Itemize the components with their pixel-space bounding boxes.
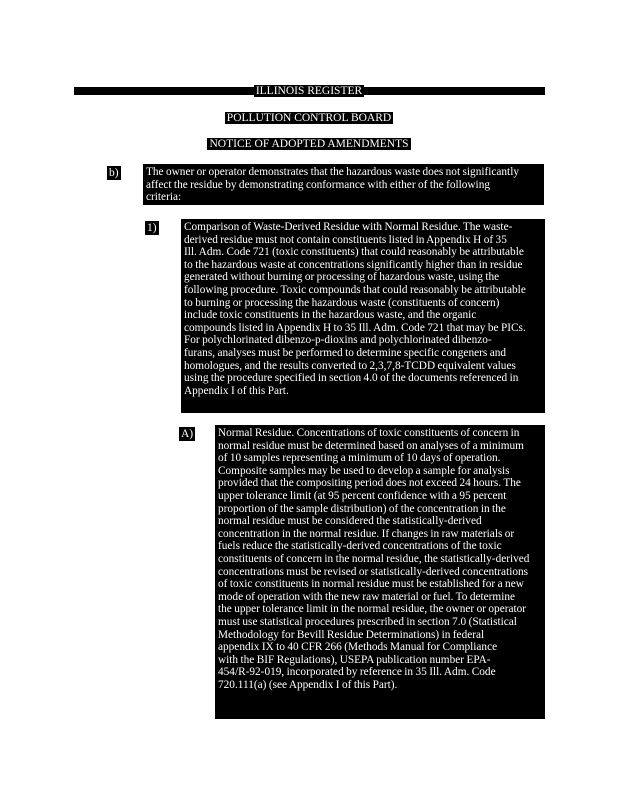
text-line: Composite samples may be used to develop a sample for analysis [218,464,510,477]
text-line: upper tolerance limit (at 95 percent confidence with a 95 percent [218,489,507,502]
text-line: Methodology for Bevill Residue Determinations) in federal [218,628,485,641]
item-1-text [181,219,545,413]
text-line: of 10 samples representing a minimum of 10 days of operation. [218,452,501,465]
notice-title: NOTICE OF ADOPTED AMENDMENTS [209,138,409,150]
text-line: using the procedure specified in section 4.0 of the documents referenced in [184,372,519,385]
text-line: Comparison of Waste-Derived Residue with Normal Residue. The waste- [184,221,513,233]
text-line: affect the residue by demonstrating conformance with either of the following [146,178,490,191]
text-line: normal residue must be determined based on analyses of a minimum [218,439,524,452]
text-line: derived residue must not contain constituents listed in Appendix H of 35 [184,233,507,246]
text-line: to burning or processing the hazardous waste (constituents of concern) [184,296,500,309]
text-line: 720.111(a) (see Appendix I of this Part). [218,678,398,691]
text-line: provided that the compositing period does not exceed 24 hours. The [218,477,521,490]
text-line: For polychlorinated dibenzo-p-dioxins and polychlorinated dibenzo- [184,334,492,347]
text-line: the upper tolerance limit in the normal residue, the owner or operator [218,603,527,616]
text-line: generated without burning or processing of hazardous waste, using the [184,271,500,284]
text-line: constituents of concern in the normal residue, the statistically-derived [218,552,530,565]
text-line: homologues, and the results converted to 2,3,7,8-TCDD equivalent values [184,359,516,372]
register-title: ILLINOIS REGISTER [255,85,363,97]
item-a-text [215,425,545,719]
text-line: to the hazardous waste at concentrations significantly higher than in residue [184,258,523,271]
text-line: of toxic constituents in normal residue must be established for a new [218,578,524,591]
text-line: Normal Residue. Concentrations of toxic constituents of concern in [218,427,520,439]
text-line: include toxic constituents in the hazardous waste, and the organic [184,309,477,322]
text-line: 454/R-92-019, incorporated by reference in 35 Ill. Adm. Code [218,666,496,679]
text-line: concentration in the normal residue. If changes in raw materials or [218,527,515,540]
board-title: POLLUTION CONTROL BOARD [226,112,392,124]
text-line: compounds listed in Appendix H to 35 Ill. Adm. Code 721 that may be PICs. [184,321,526,334]
text-line: following procedure. Toxic compounds that could reasonably be attributable [184,283,526,296]
text-line: appendix IX to 40 CFR 266 (Methods Manual for Compliance [218,641,498,654]
text-line: with the BIF Regulations), USEPA publication number EPA- [218,653,491,666]
text-line: criteria: [146,191,182,204]
section-b-label: b) [109,167,119,179]
text-line: furans, analyses must be performed to determine specific congeners and [184,346,507,359]
text-line: The owner or operator demonstrates that the hazardous waste does not significantly [146,166,519,178]
text-line: must use statistical procedures prescribed in section 7.0 (Statistical [218,615,517,628]
item-1-label: 1) [147,222,157,234]
text-line: Ill. Adm. Code 721 (toxic constituents) that could reasonably be attributable [184,246,524,259]
text-line: proportion of the sample distribution) of the concentration in the [218,502,506,515]
text-line: fuels reduce the statistically-derived concentrations of the toxic [218,540,502,553]
text-line: concentrations must be revised or statistically-derived concentrations [218,565,529,578]
item-a-label: A) [181,428,194,440]
text-line: Appendix I of this Part. [184,384,289,397]
text-line: mode of operation with the new raw material or fuel. To determine [218,590,516,603]
section-b-text [143,164,544,205]
text-line: normal residue must be considered the statistically-derived [218,515,482,528]
